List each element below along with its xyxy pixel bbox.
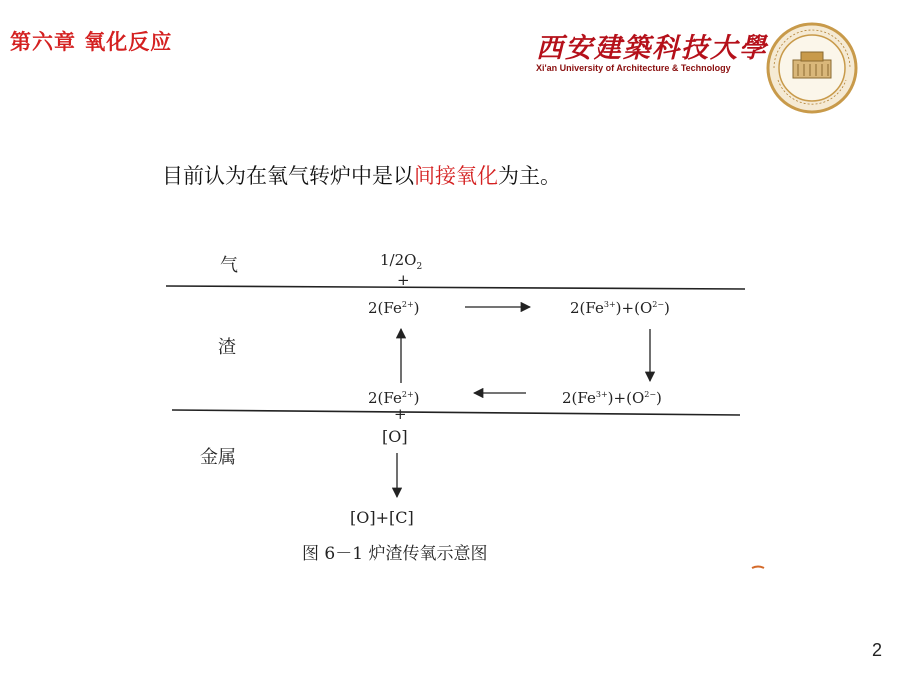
oxygen-reactant-sub: 2 — [416, 262, 423, 272]
oxide-ion-lower-sup: 2− — [644, 390, 657, 399]
plus-sign-bottom: + — [394, 405, 407, 423]
university-logo — [536, 26, 768, 73]
ferrous-ion-lower-close: ) — [413, 389, 420, 407]
metal-phase-label: 金属 — [200, 447, 236, 468]
page-number: 2 — [871, 640, 882, 660]
lead-text-end: 为主。 — [498, 164, 561, 188]
ferrous-ion-lower-main: 2(Fe — [368, 389, 402, 407]
slag-metal-interface-line — [172, 410, 740, 415]
oxygen-carbon-product: [O]+[C] — [350, 508, 414, 527]
ferrous-ion-upper-close: ) — [413, 299, 420, 317]
university-name-en: Xi'an University of Architecture & Technology — [536, 63, 731, 73]
gas-slag-interface-line — [166, 286, 745, 289]
oxide-ion-upper-main: )+(O — [615, 299, 653, 317]
ferrous-ion-lower-sup: 2+ — [401, 390, 414, 399]
oxide-ion-upper-close: ) — [664, 299, 670, 317]
ferric-ion-upper-main: 2(Fe — [570, 299, 604, 317]
ferric-ion-upper-sup: 3+ — [603, 300, 616, 309]
oxide-ion-lower-main: )+(O — [607, 389, 645, 407]
ferric-ion-lower-main: 2(Fe — [562, 389, 596, 407]
scan-mark — [752, 567, 764, 569]
gas-phase-label: 气 — [220, 255, 238, 276]
ferrous-ion-upper-sup: 2+ — [401, 300, 414, 309]
university-seal-icon — [766, 22, 858, 114]
plus-sign-top: + — [397, 271, 410, 289]
figure-caption: 图 6－1 炉渣传氧示意图 — [302, 544, 488, 564]
slag-phase-label: 渣 — [218, 337, 236, 358]
ferric-oxide-upper — [570, 299, 670, 317]
university-name-cn: 西安建築科技大學 — [536, 33, 768, 64]
oxygen-reactant-main: 1/2O — [380, 251, 417, 269]
oxygen-reactant — [380, 251, 422, 272]
oxide-ion-upper-sup: 2− — [652, 300, 665, 309]
ferric-oxide-lower — [562, 389, 662, 407]
lead-text-start: 目前认为在氧气转炉中是以 — [162, 164, 414, 188]
oxide-ion-lower-close: ) — [656, 389, 662, 407]
ferric-ion-lower-sup: 3+ — [595, 390, 608, 399]
chapter-title: 第六章 氧化反应 — [10, 30, 173, 54]
ferrous-ion-upper-main: 2(Fe — [368, 299, 402, 317]
dissolved-oxygen: [O] — [382, 427, 408, 446]
lead-text — [162, 160, 561, 190]
slag-oxygen-transfer-diagram — [140, 235, 780, 595]
ferrous-ion-upper — [368, 299, 420, 317]
lead-highlight: 间接氧化 — [414, 164, 498, 188]
